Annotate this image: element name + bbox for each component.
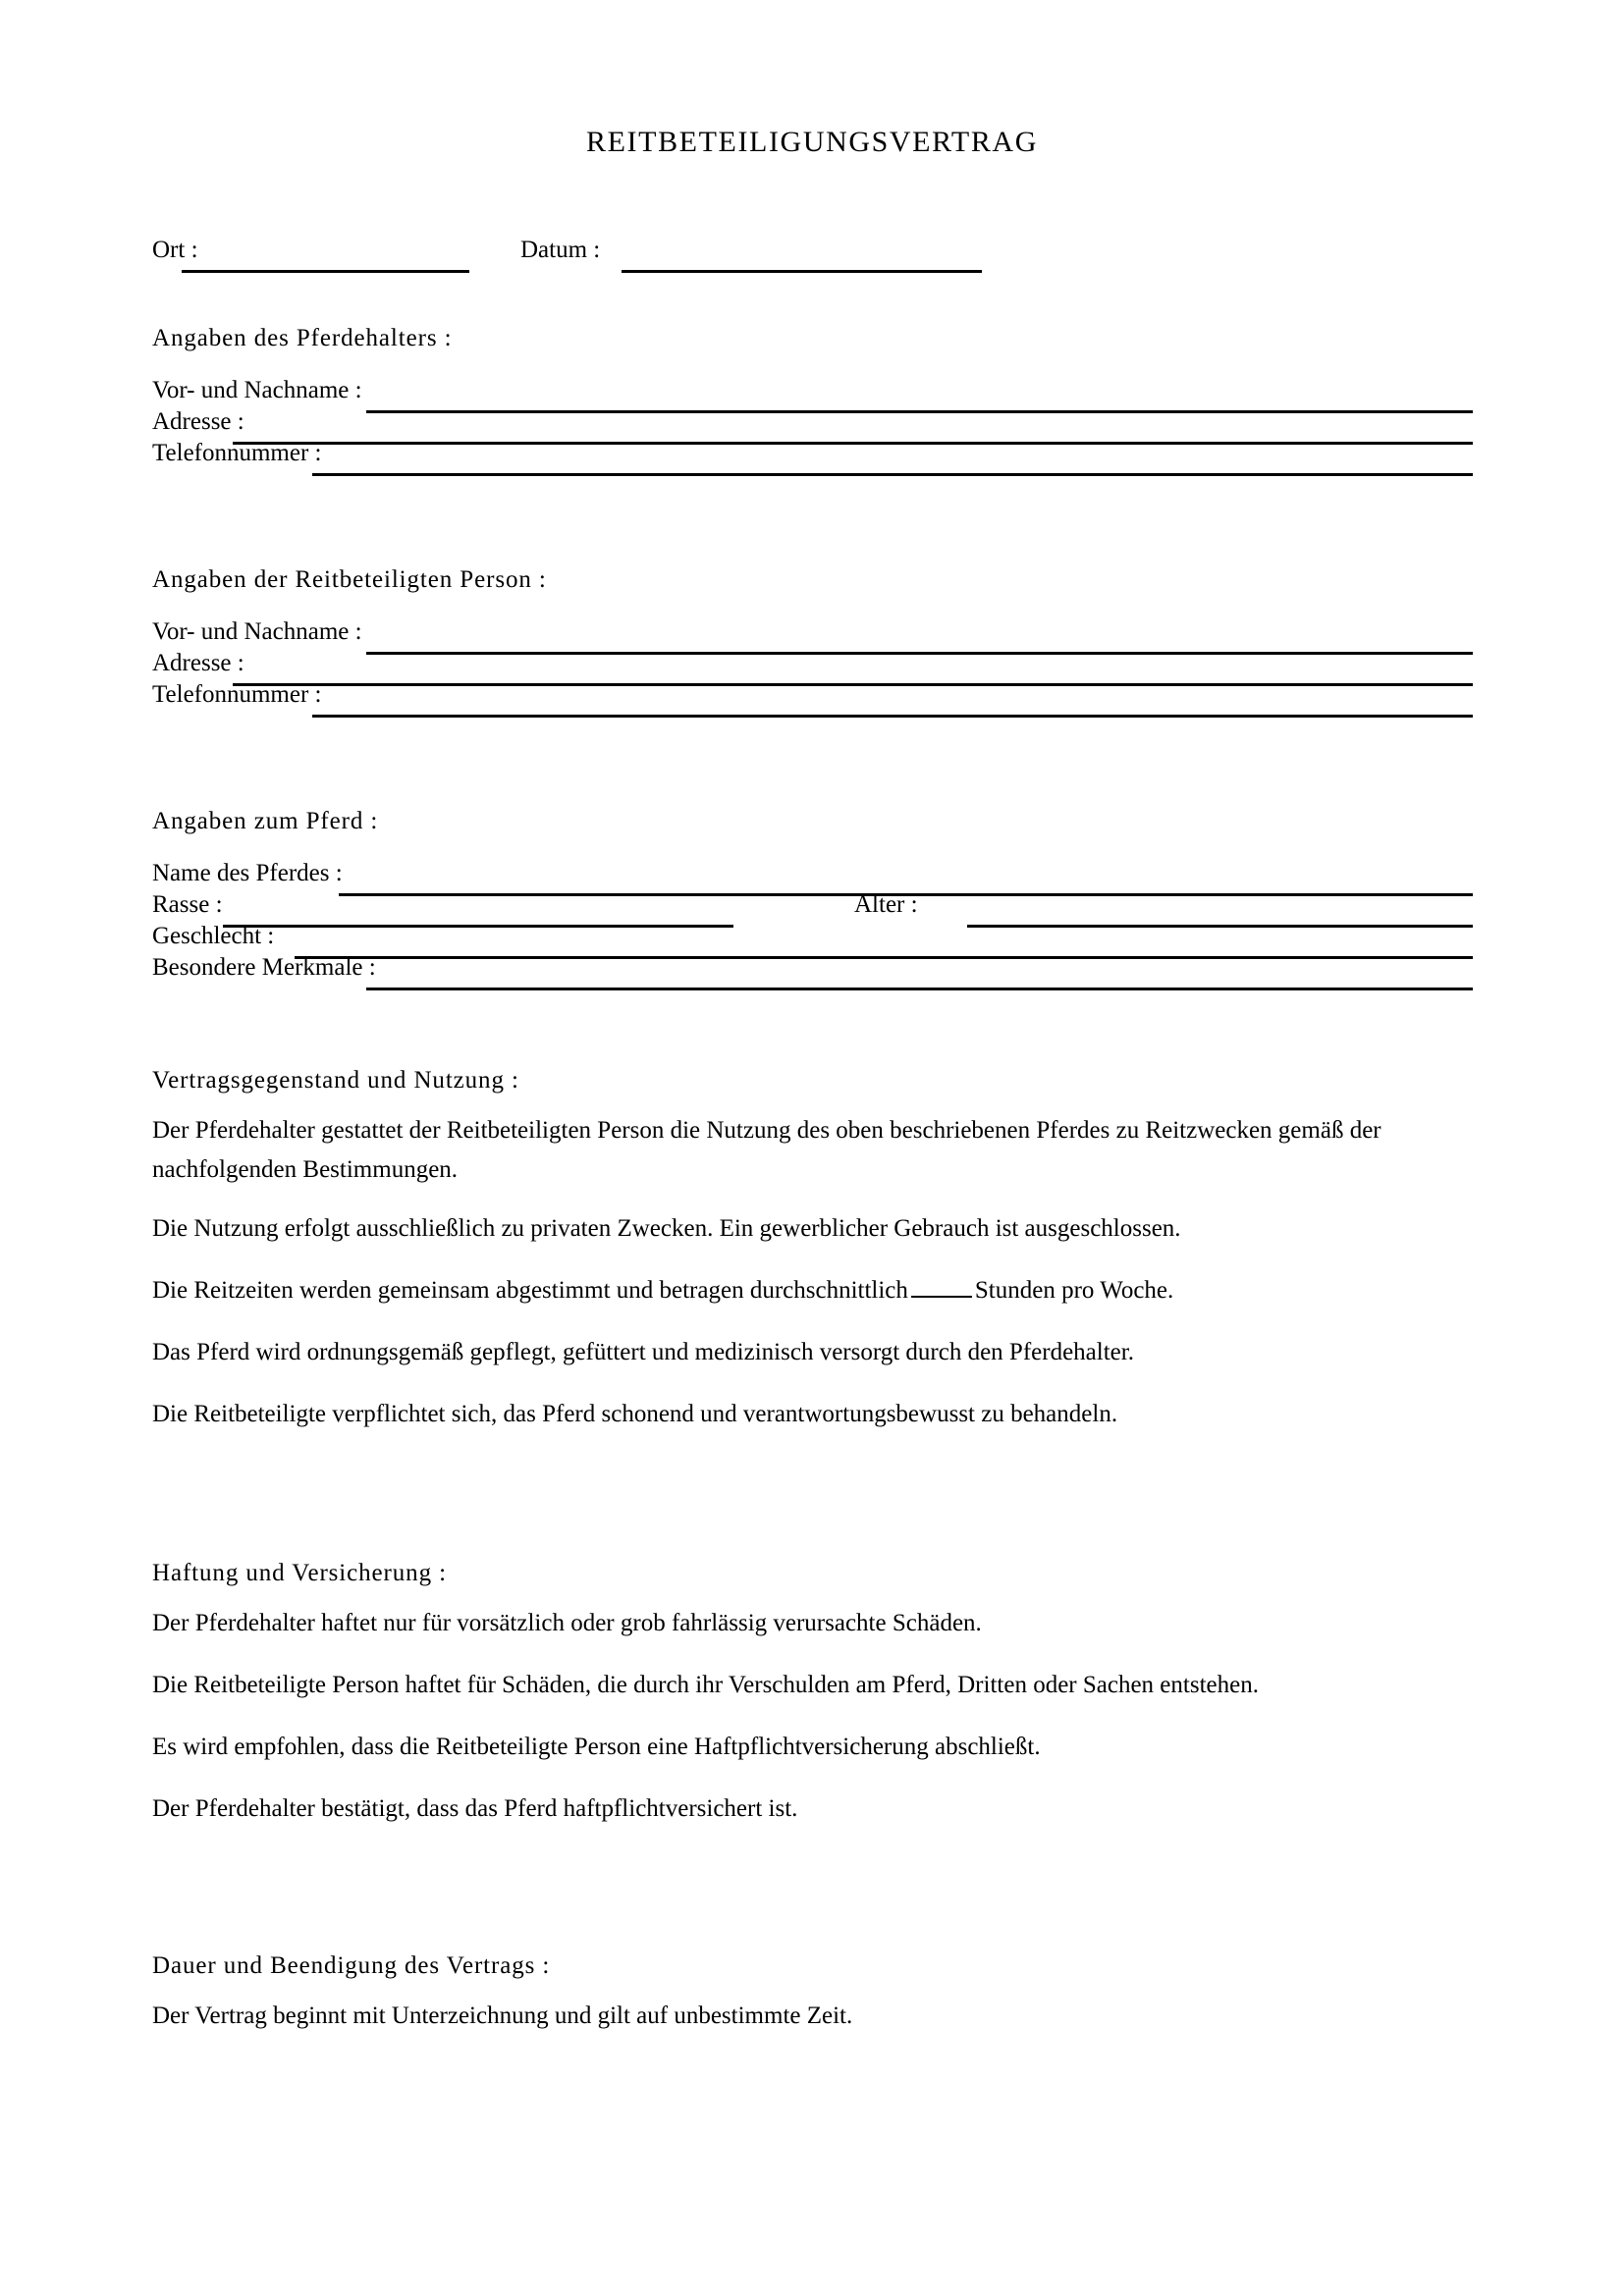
- page-title: REITBETEILIGUNGSVERTRAG: [586, 126, 1038, 158]
- liability-paragraph-3: Es wird empfohlen, dass die Reitbeteiligte Person eine Haftpflichtversicherung abschließt.: [152, 1734, 1041, 1760]
- horse-marks-rule[interactable]: [366, 988, 1473, 990]
- horse-marks-label: Besondere Merkmale :: [152, 954, 376, 981]
- horse-marks-row: [152, 953, 1473, 998]
- place-input-rule[interactable]: [182, 270, 469, 273]
- liability-paragraph-2: Die Reitbeteiligte Person haftet für Schäden, die durch ihr Verschulden am Pferd, Dritten oder Sachen entstehen.: [152, 1672, 1259, 1698]
- rider-heading: Angaben der Reitbeteiligten Person :: [152, 566, 547, 593]
- liability-paragraph-4: Der Pferdehalter bestätigt, dass das Pferd haftpflichtversichert ist.: [152, 1795, 798, 1822]
- usage-paragraph-1: Der Pferdehalter gestattet der Reitbeteiligten Person die Nutzung des oben beschriebenen Pferdes zu Reitzwecken gemäß der nachfolgenden Bestimmungen.: [152, 1117, 1381, 1183]
- owner-phone-row: [152, 439, 1473, 484]
- riding-hours-blank[interactable]: [911, 1278, 972, 1298]
- riding-time-suffix: Stunden pro Woche.: [974, 1277, 1174, 1304]
- rider-name-label: Vor- und Nachname :: [152, 618, 362, 645]
- riding-time-prefix: Die Reitzeiten werden gemeinsam abgestimmt und betragen durchschnittlich: [152, 1277, 908, 1304]
- usage-paragraph-4: Die Reitbeteiligte verpflichtet sich, das Pferd schonend und verantwortungsbewusst zu behandeln.: [152, 1401, 1118, 1427]
- duration-paragraph-1: Der Vertrag beginnt mit Unterzeichnung und gilt auf unbestimmte Zeit.: [152, 2002, 853, 2029]
- place-label: Ort :: [152, 237, 198, 263]
- owner-phone-rule[interactable]: [312, 473, 1473, 476]
- owner-address-label: Adresse :: [152, 408, 244, 435]
- usage-paragraph-3: Das Pferd wird ordnungsgemäß gepflegt, gefüttert und medizinisch versorgt durch den Pferdehalter.: [152, 1339, 1134, 1365]
- usage-paragraph-riding-time: [152, 1271, 1468, 1310]
- rider-address-label: Adresse :: [152, 650, 244, 676]
- horse-breed-label: Rasse :: [152, 891, 223, 918]
- usage-paragraph-2: Die Nutzung erfolgt ausschließlich zu privaten Zwecken. Ein gewerblicher Gebrauch ist ausgeschlossen.: [152, 1215, 1181, 1242]
- rider-phone-label: Telefonnummer :: [152, 681, 322, 708]
- rider-phone-rule[interactable]: [312, 715, 1473, 718]
- owner-name-label: Vor- und Nachname :: [152, 377, 362, 403]
- date-input-rule[interactable]: [622, 270, 982, 273]
- date-label: Datum :: [520, 237, 601, 263]
- liability-paragraph-1: Der Pferdehalter haftet nur für vorsätzlich oder grob fahrlässig verursachte Schäden.: [152, 1610, 982, 1636]
- horse-age-label: Alter :: [854, 891, 918, 918]
- rider-phone-row: [152, 680, 1473, 725]
- duration-heading: Dauer und Beendigung des Vertrags :: [152, 1952, 551, 1979]
- horse-sex-label: Geschlecht :: [152, 923, 275, 949]
- field-row-place-date: [152, 236, 1473, 281]
- owner-phone-label: Telefonnummer :: [152, 440, 322, 466]
- owner-heading: Angaben des Pferdehalters :: [152, 325, 453, 351]
- horse-name-label: Name des Pferdes :: [152, 860, 343, 886]
- liability-heading: Haftung und Versicherung :: [152, 1560, 447, 1586]
- horse-heading: Angaben zum Pferd :: [152, 808, 379, 834]
- usage-heading: Vertragsgegenstand und Nutzung :: [152, 1067, 519, 1094]
